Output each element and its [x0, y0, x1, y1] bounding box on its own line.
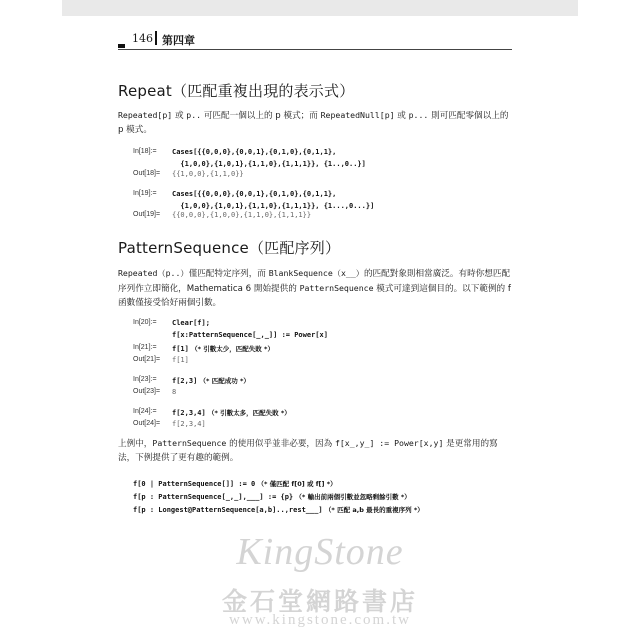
- output-label: Out[21]=: [133, 356, 161, 363]
- code-comment: （* 引數太多，匹配失敗 *）: [205, 409, 291, 417]
- paragraph-patternsequence-2: [118, 436, 514, 465]
- header-rule: [118, 49, 512, 50]
- output-code-line: 8: [172, 388, 177, 396]
- output-code-line: f[1]: [172, 356, 189, 364]
- inline-code: PatternSequence: [152, 438, 227, 448]
- input-label: In[23]:=: [133, 376, 157, 383]
- text-run: 或: [172, 111, 187, 121]
- text-run: 的匹配對象則相當廣泛。有時你想匹配序列作立即簡化，Mathematica 6 開始提供的: [118, 269, 511, 294]
- page-number: 146: [132, 32, 153, 45]
- watermark-brand: KingStone: [236, 531, 404, 573]
- output-label: Out[19]=: [133, 211, 161, 218]
- input-code-line: Clear[f];: [172, 319, 210, 327]
- watermark-cn: 金石堂網路書店: [221, 587, 418, 616]
- inline-code: RepeatedNull[p]: [320, 110, 395, 120]
- input-code-line: f[1] （* 引數太少，匹配失敗 *）: [172, 345, 274, 353]
- text-run: 僅匹配特定序列，而: [188, 269, 269, 279]
- paragraph-repeat: [118, 108, 514, 137]
- inline-code: f[x_,y_] := Power[x,y]: [334, 438, 444, 448]
- code-comment: （* 匹配 a,b 最長的重複序列 *）: [322, 506, 424, 514]
- input-code-line: {1,0,0},{1,0,1},{1,1,0},{1,1,1}}, {1..,0..}]: [172, 160, 366, 168]
- input-code-line: Cases[{{0,0,0},{0,0,1},{0,1,0},{0,1,1},: [172, 148, 337, 156]
- code-comment: （* 匹配成功 *）: [197, 377, 250, 385]
- paragraph-patternsequence: [118, 266, 514, 310]
- inline-code: p...: [408, 110, 429, 120]
- text-run: 是更常用的寫法，下例提供了更有趣的範例。: [118, 439, 498, 463]
- inline-code: Repeated（p..）: [118, 268, 189, 278]
- watermark-url: www.kingstone.com.tw: [229, 612, 411, 628]
- header-mark: [118, 44, 125, 48]
- input-code-line: Cases[{{0,0,0},{0,0,1},{0,1,0},{0,1,1},: [172, 190, 337, 198]
- text-run: 的使用似乎並非必要，因為: [226, 439, 335, 449]
- output-code-line: {{1,0,0},{1,1,0}}: [172, 170, 244, 178]
- code-line: f[0 | PatternSequence[]] := 0 （* 僅匹配 f[0] 或 f[] *）: [133, 480, 337, 488]
- inline-code: PatternSequence: [299, 283, 374, 293]
- section-title-repeat: Repeat（匹配重複出現的表示式）: [118, 82, 355, 100]
- section-title-patternsequence: PatternSequence（匹配序列）: [118, 239, 341, 257]
- input-label: In[20]:=: [133, 319, 157, 326]
- input-label: In[19]:=: [133, 190, 157, 197]
- code-comment: （* 引數太少，匹配失敗 *）: [188, 345, 274, 353]
- output-code-line: {{0,0,0},{1,0,0},{1,1,0},{1,1,1}}: [172, 211, 312, 219]
- page-header: [118, 30, 512, 52]
- inline-code: Repeated[p]: [118, 110, 173, 120]
- code-line: f[p : Longest@PatternSequence[a,b]..,rest___] （* 匹配 a,b 最長的重複序列 *）: [133, 506, 424, 514]
- input-code-line: f[2,3,4] （* 引數太多，匹配失敗 *）: [172, 409, 291, 417]
- text-run: 上例中，: [118, 439, 153, 449]
- text-run: 模式可達到這個目的。以下範例的 f 函數僅接受恰好兩個引數。: [118, 284, 511, 308]
- input-label: In[18]:=: [133, 148, 157, 155]
- text-run: 則可匹配零個以上的 p 模式。: [118, 111, 509, 135]
- input-label: In[24]:=: [133, 408, 157, 415]
- output-label: Out[23]=: [133, 388, 161, 395]
- code-line: f[p : PatternSequence[_,_],___] := {p} （* 輸出前兩個引數並忽略剩餘引數 *）: [133, 493, 411, 501]
- inline-code: p..: [186, 110, 202, 120]
- output-code-line: f[2,3,4]: [172, 420, 206, 428]
- input-code-line: f[2,3] （* 匹配成功 *）: [172, 377, 250, 385]
- chapter-title: 第四章: [162, 34, 195, 47]
- input-label: In[21]:=: [133, 344, 157, 351]
- inline-code: BlankSequence（x__）: [268, 268, 364, 278]
- header-separator: [155, 31, 157, 45]
- input-code-line: {1,0,0},{1,0,1},{1,1,0},{1,1,1}}, {1...,0...}]: [172, 202, 375, 210]
- text-run: 或: [394, 111, 409, 121]
- code-comment: （* 僅匹配 f[0] 或 f[] *）: [255, 480, 337, 488]
- code-comment: （* 輸出前兩個引數並忽略剩餘引數 *）: [293, 493, 411, 501]
- output-label: Out[18]=: [133, 170, 161, 177]
- output-label: Out[24]=: [133, 420, 161, 427]
- top-bar: [62, 0, 578, 16]
- input-code-line: f[x:PatternSequence[_,_]] := Power[x]: [172, 331, 328, 339]
- text-run: 可匹配一個以上的 p 模式；而: [201, 111, 321, 121]
